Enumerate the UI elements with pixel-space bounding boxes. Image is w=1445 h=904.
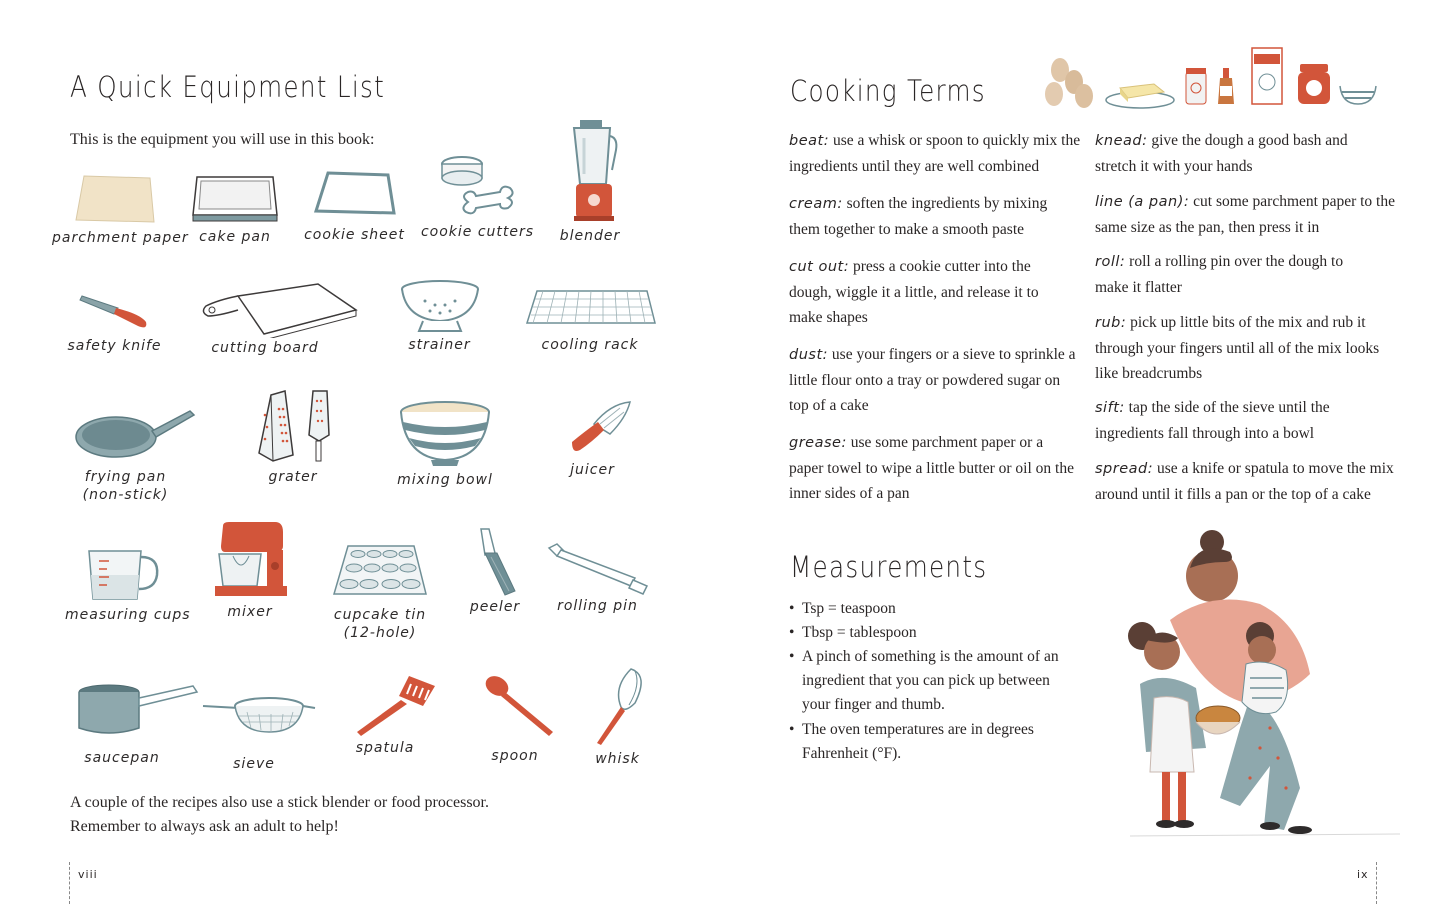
equipment-item-mixing-bowl — [395, 398, 495, 488]
equipment-item-parchment-paper — [52, 170, 189, 246]
equipment-label: mixer — [227, 604, 273, 620]
whisk-icon — [583, 665, 653, 749]
sugar-bowl-icon — [1340, 74, 1376, 104]
frying-pan-icon — [72, 405, 197, 467]
term-cream — [789, 191, 1074, 242]
equipment-item-rolling-pin — [540, 540, 655, 614]
measurement-item: • A pinch of something is the amount of an ingredient that you can pick up between your finger and thumb. — [789, 645, 1074, 717]
term-word: cut out: — [789, 259, 850, 275]
spatula-icon — [347, 672, 443, 738]
term-definition: tap the side of the sieve until the ingredients fall through into a bowl — [1095, 399, 1330, 442]
saucepan-icon — [73, 680, 201, 740]
equipment-item-spatula — [345, 672, 445, 756]
equipment-label: blender — [559, 228, 621, 244]
measurement-item: • Tbsp = tablespoon — [789, 621, 1074, 645]
equipment-item-spoon — [470, 672, 560, 764]
term-definition: use some parchment paper or a paper towel to wipe a little butter or oil on the inner sides of a pan — [789, 434, 1074, 502]
equipment-item-whisk — [580, 665, 655, 767]
cookie-sheet-icon — [310, 165, 400, 225]
term-knead — [1095, 128, 1365, 179]
equipment-item-juicer — [550, 398, 635, 478]
term-definition: press a cookie cutter into the dough, wiggle it a little, and release it to make shapes — [789, 258, 1039, 326]
equipment-label: rolling pin — [557, 598, 638, 614]
butter-icon — [1106, 84, 1174, 108]
page-edge-left — [69, 862, 70, 904]
page-edge-right — [1376, 862, 1377, 904]
cutting-board-icon — [198, 278, 363, 338]
equipment-label: mixing bowl — [397, 472, 493, 488]
jar-icon — [1186, 68, 1206, 104]
term-definition: cut some parchment paper to the same size as the pan, then press it in — [1095, 193, 1395, 236]
jam-jar-icon — [1298, 64, 1330, 104]
equipment-item-grater — [248, 385, 338, 485]
mixer-icon — [209, 520, 291, 602]
term-roll — [1095, 249, 1360, 300]
flour-box-icon — [1252, 48, 1282, 104]
term-spread — [1095, 456, 1400, 507]
term-definition: use a whisk or spoon to quickly mix the ingredients until they are well combined — [789, 132, 1081, 175]
equipment-item-peeler — [460, 525, 530, 615]
term-word: spread: — [1095, 461, 1154, 477]
spoon-icon — [471, 672, 559, 738]
equipment-footer-line1: A couple of the recipes also use a stick blender or food processor. — [70, 794, 489, 811]
page-number-left: viii — [78, 868, 98, 881]
cookie-cutters-icon — [430, 150, 525, 228]
cupcake-tin-icon — [330, 540, 430, 605]
equipment-label: sieve — [233, 756, 275, 772]
juicer-icon — [550, 398, 635, 460]
equipment-list-title: A Quick Equipment List — [70, 70, 386, 104]
equipment-label: cookie sheet — [304, 227, 405, 243]
equipment-item-cutting-board — [195, 278, 365, 356]
measurement-item: • The oven temperatures are in degrees Fahrenheit (°F). — [789, 718, 1074, 766]
equipment-item-cookie-cutters — [420, 150, 535, 240]
strainer-icon — [395, 275, 485, 335]
term-sift — [1095, 395, 1375, 446]
measurements-title: Measurements — [790, 550, 988, 584]
equipment-label: measuring cups — [65, 607, 191, 623]
equipment-footer-line2: Remember to always ask an adult to help! — [70, 818, 339, 835]
mixing-bowl-icon — [397, 398, 493, 470]
term-word: roll: — [1095, 254, 1126, 270]
page-number-right: ix — [1357, 868, 1369, 881]
cake-pan-icon — [185, 165, 285, 227]
family-baking-illustration — [1100, 528, 1405, 848]
term-rub — [1095, 310, 1380, 386]
equipment-label: cookie cutters — [420, 224, 535, 240]
equipment-label: saucepan — [84, 750, 160, 766]
equipment-intro: This is the equipment you will use in this book: — [70, 131, 375, 148]
cooling-rack-icon — [523, 285, 658, 335]
term-word: dust: — [789, 347, 829, 363]
term-definition: roll a rolling pin over the dough to make it flatter — [1095, 253, 1344, 296]
equipment-item-strainer — [392, 275, 487, 353]
equipment-item-mixer — [205, 520, 295, 620]
term-word: line (a pan): — [1095, 194, 1190, 210]
equipment-label: strainer — [408, 337, 471, 353]
equipment-item-sieve — [198, 690, 318, 772]
peeler-icon — [465, 525, 525, 597]
equipment-label: whisk — [595, 751, 640, 767]
eggs-icon — [1045, 58, 1093, 108]
equipment-label: spatula — [355, 740, 415, 756]
term-word: rub: — [1095, 315, 1127, 331]
term-word: beat: — [789, 133, 830, 149]
equipment-item-cookie-sheet — [302, 165, 407, 243]
term-word: sift: — [1095, 400, 1125, 416]
blender-icon — [560, 118, 620, 224]
cooking-terms-title: Cooking Terms — [790, 74, 986, 108]
parchment-paper-icon — [70, 170, 160, 228]
term-word: cream: — [789, 196, 843, 212]
equipment-label: spoon — [491, 748, 539, 764]
equipment-item-frying-pan — [72, 405, 197, 503]
equipment-label: cake pan — [199, 229, 271, 245]
equipment-label: cupcake tin — [333, 607, 427, 623]
measurements-list — [789, 597, 1074, 766]
ingredients-illustration — [1040, 44, 1380, 112]
term-word: grease: — [789, 435, 847, 451]
equipment-item-saucepan — [72, 680, 202, 766]
term-definition: give the dough a good bash and stretch it with your hands — [1095, 132, 1348, 175]
equipment-item-cupcake-tin — [325, 540, 435, 641]
equipment-label: juicer — [570, 462, 615, 478]
sieve-icon — [199, 690, 317, 738]
term-line-a-pan — [1095, 189, 1415, 240]
equipment-item-blender — [545, 118, 635, 244]
equipment-item-cooling-rack — [520, 285, 660, 353]
term-definition: pick up little bits of the mix and rub it through your fingers until all of the mix looks like breadcrumbs — [1095, 314, 1380, 382]
term-definition: soften the ingredients by mixing them together to make a smooth paste — [789, 195, 1048, 238]
equipment-label: cooling rack — [541, 337, 639, 353]
term-word: knead: — [1095, 133, 1148, 149]
term-cut-out — [789, 254, 1059, 330]
equipment-item-measuring-cups — [65, 545, 191, 623]
equipment-label: frying pan — [84, 469, 167, 485]
bottle-icon — [1218, 68, 1234, 104]
term-dust — [789, 342, 1081, 418]
equipment-item-safety-knife — [62, 288, 167, 354]
term-grease — [789, 430, 1074, 506]
term-definition: use your fingers or a sieve to sprinkle a little flour onto a tray or powdered sugar on top of a cake — [789, 346, 1076, 414]
equipment-label: parchment paper — [52, 230, 189, 246]
grater-icon — [251, 385, 336, 467]
equipment-sublabel: (non-stick) — [82, 487, 169, 503]
measuring-cup-icon — [75, 545, 165, 605]
measurement-item: • Tsp = teaspoon — [789, 597, 1074, 621]
safety-knife-icon — [70, 288, 160, 336]
equipment-item-cake-pan — [180, 165, 290, 245]
equipment-sublabel: (12-hole) — [343, 625, 417, 641]
equipment-label: grater — [268, 469, 318, 485]
equipment-label: safety knife — [67, 338, 162, 354]
rolling-pin-icon — [543, 540, 653, 596]
equipment-label: peeler — [469, 599, 521, 615]
equipment-label: cutting board — [211, 340, 319, 356]
term-beat — [789, 128, 1084, 179]
term-definition: use a knife or spatula to move the mix around until it fills a pan or the top of a cake — [1095, 460, 1394, 503]
